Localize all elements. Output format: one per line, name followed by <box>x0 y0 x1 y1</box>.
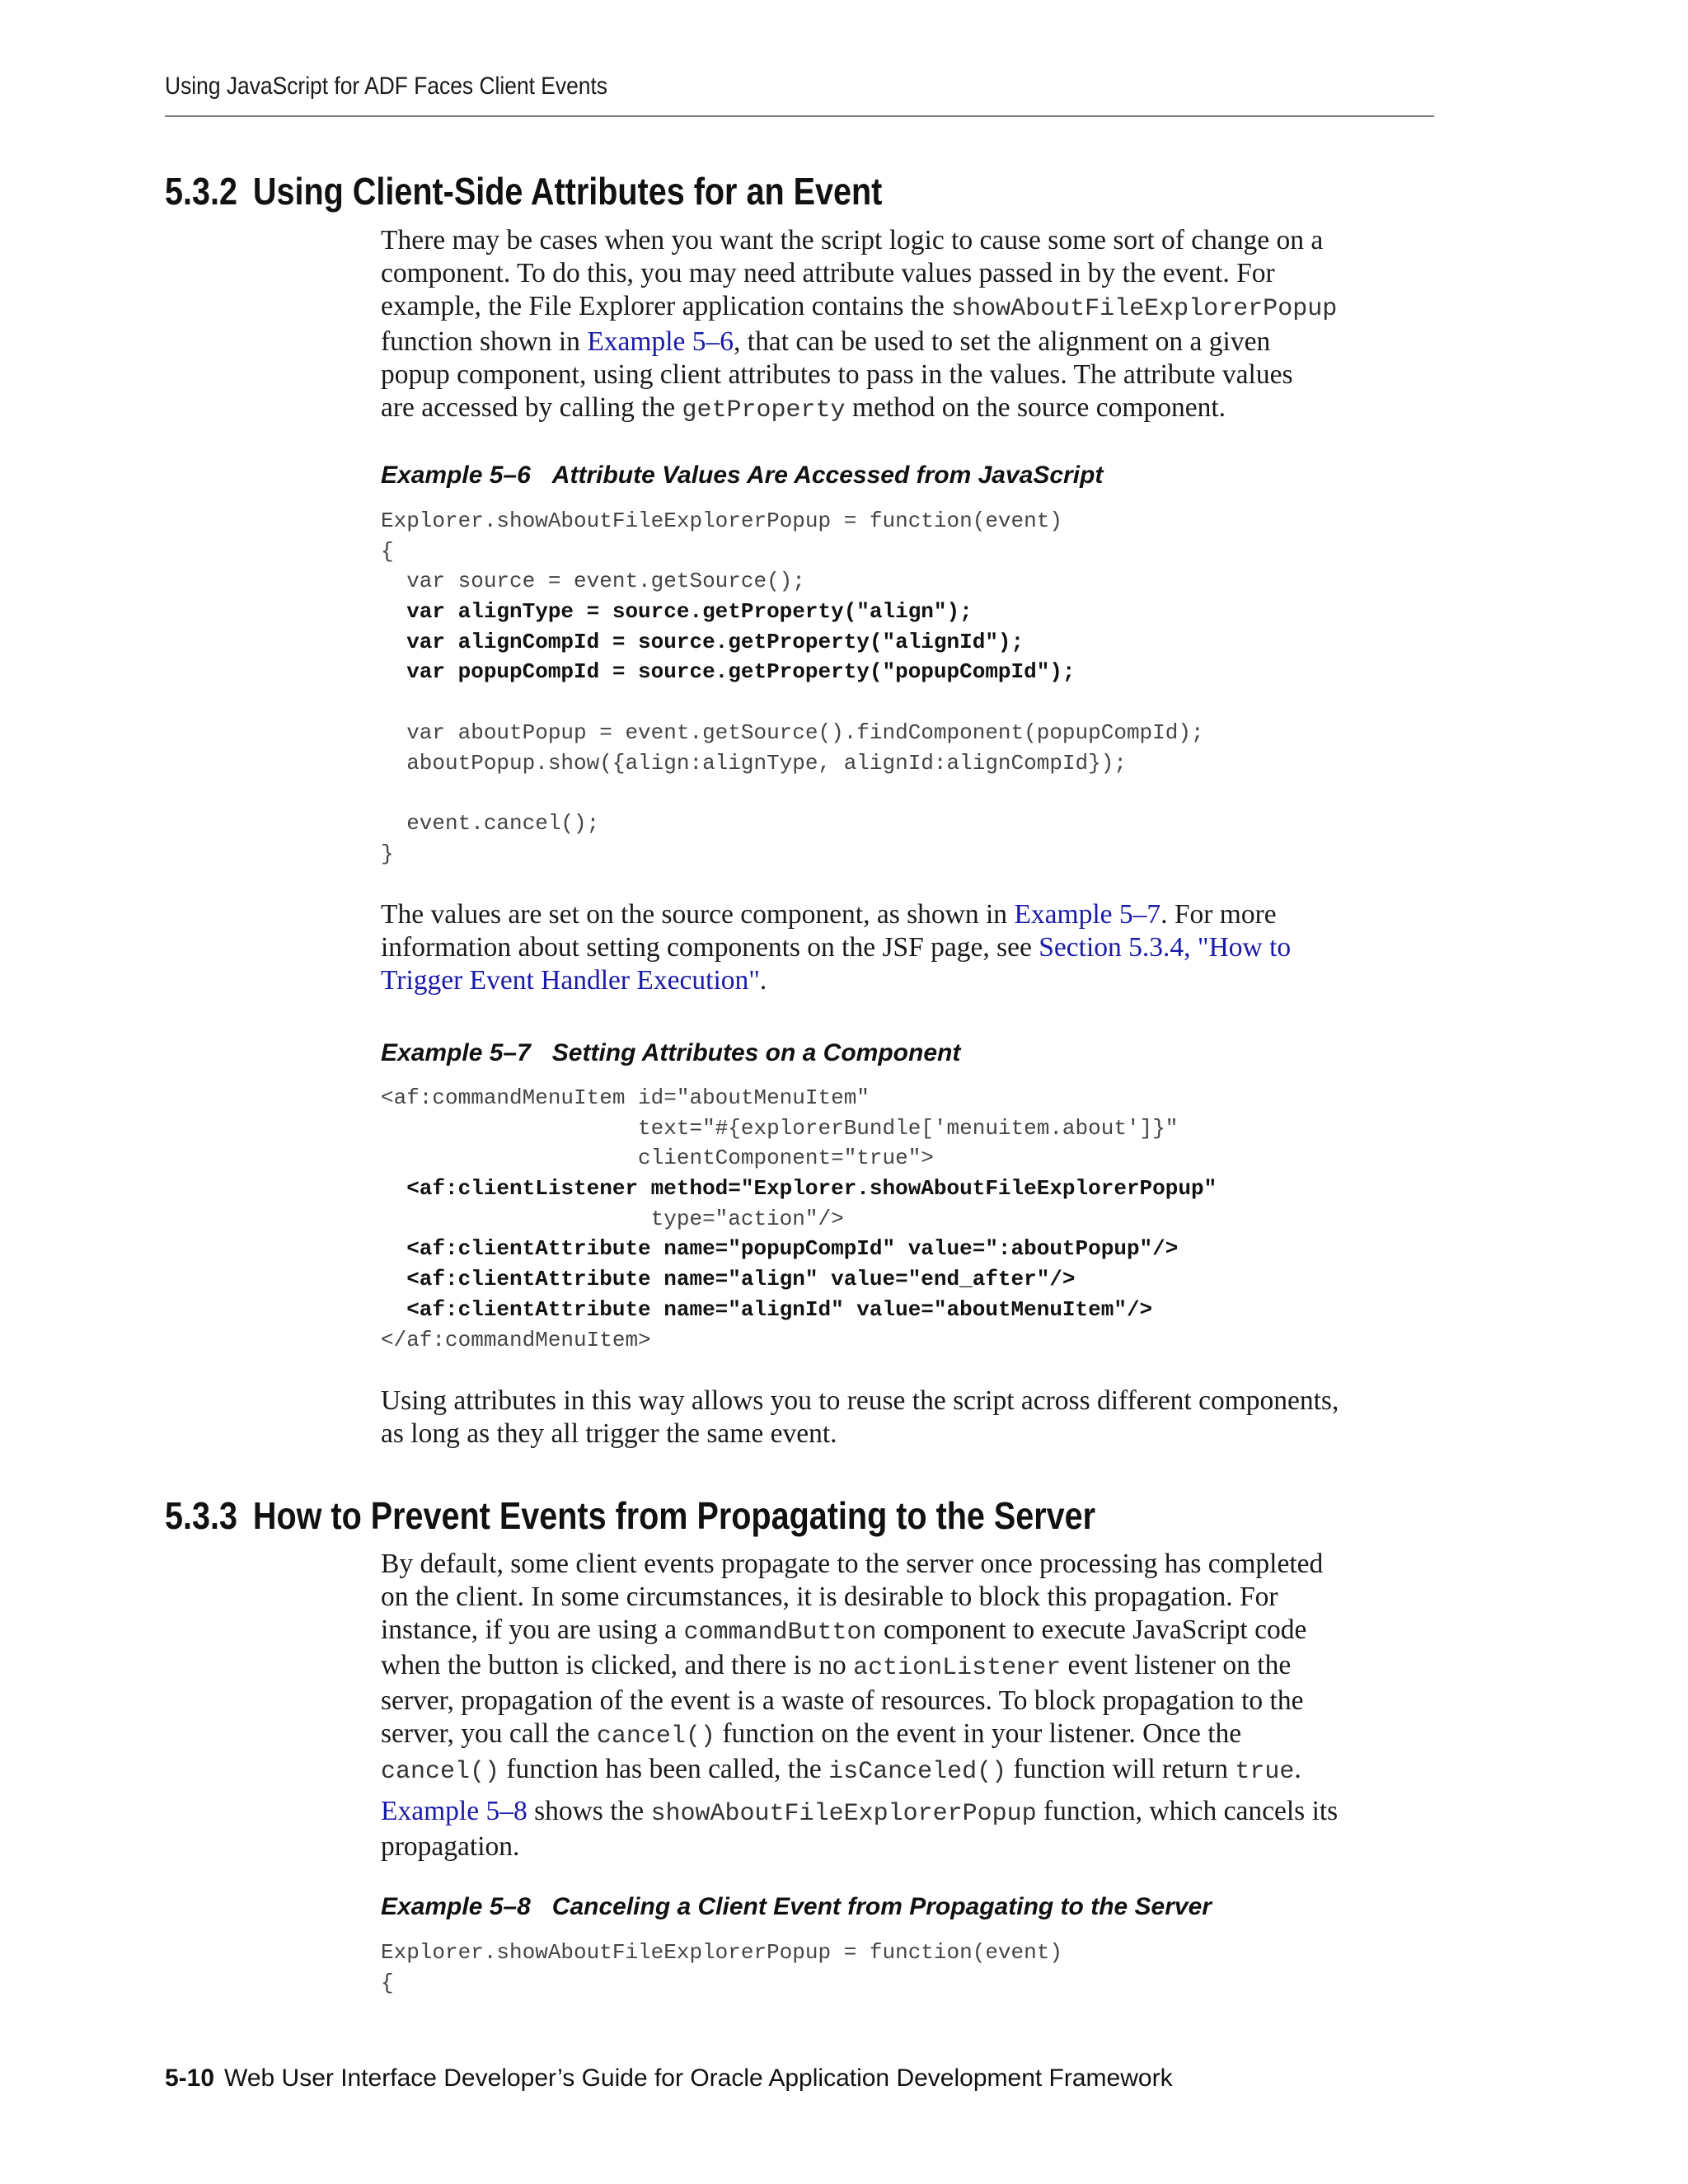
text-line: on the client. In some circumstances, it is desirable to block this propagation. For <box>381 1582 1278 1612</box>
code-line: Explorer.showAboutFileExplorerPopup = function(event) <box>381 509 1062 533</box>
code-line: var popupCompId = source.getProperty("popupCompId"); <box>381 659 1076 685</box>
code-line <box>381 687 1204 718</box>
paragraph-reuse-script <box>381 1385 1444 1451</box>
inline-code: cancel() <box>596 1722 715 1750</box>
text-line <box>381 1795 1444 1830</box>
text-run: function, which cancels its <box>1036 1796 1339 1826</box>
text-line: as long as they all trigger the same event. <box>381 1418 837 1449</box>
text-run: . For more <box>1160 899 1277 930</box>
example-label: Example 5–8 <box>381 1893 531 1920</box>
text-run: function has been called, the <box>499 1754 829 1784</box>
code-line: <af:clientAttribute name="align" value="end_after"/> <box>381 1267 1076 1292</box>
text-line: Using attributes in this way allows you to reuse the script across different components, <box>381 1385 1339 1416</box>
text-line <box>381 964 1444 997</box>
code-line: clientComponent="true"> <box>381 1146 934 1171</box>
code-line: var alignCompId = source.getProperty("alignId"); <box>381 629 1025 654</box>
text-run: . <box>1294 1754 1301 1784</box>
text-line <box>381 1614 1444 1649</box>
code-line: var alignType = source.getProperty("align"); <box>381 599 973 625</box>
text-run: The values are set on the source component, as shown in <box>381 899 1015 930</box>
code-line: type="action"/> <box>381 1206 844 1231</box>
code-line <box>381 778 1204 808</box>
example-caption-5-7 <box>381 1039 960 1067</box>
inline-code: showAboutFileExplorerPopup <box>650 1800 1037 1828</box>
code-line: Explorer.showAboutFileExplorerPopup = function(event) <box>381 1940 1062 1965</box>
code-line: <af:clientAttribute name="popupCompId" value=":aboutPopup"/> <box>381 1236 1179 1262</box>
section-heading-5-3-3 <box>165 1493 1095 1538</box>
book-title: Web User Interface Developer’s Guide for Oracle Application Development Framework <box>224 2064 1173 2092</box>
text-run: example, the File Explorer application contains the <box>381 291 952 321</box>
text-run: function will return <box>1006 1754 1236 1784</box>
text-line <box>381 1649 1444 1685</box>
code-line: { <box>381 538 394 564</box>
section-number: 5.3.3 <box>165 1494 237 1537</box>
inline-code: true <box>1235 1758 1295 1786</box>
inline-code: showAboutFileExplorerPopup <box>951 295 1338 323</box>
text-line <box>381 391 1444 427</box>
inline-code: cancel() <box>381 1758 500 1786</box>
page-footer <box>165 2064 1173 2093</box>
code-line: var aboutPopup = event.getSource().findComponent(popupCompId); <box>381 719 1204 745</box>
text-line <box>381 1718 1444 1753</box>
example-label: Example 5–7 <box>381 1039 531 1066</box>
code-line: </af:commandMenuItem> <box>381 1327 651 1352</box>
text-run: instance, if you are using a <box>381 1615 684 1645</box>
code-line: { <box>381 1970 394 1995</box>
link-section-5-3-4-continued[interactable]: Trigger Event Handler Execution" <box>381 965 760 996</box>
example-label: Example 5–6 <box>381 462 531 489</box>
text-run: event listener on the <box>1061 1650 1292 1680</box>
paragraph-client-attributes-intro <box>381 224 1444 427</box>
inline-code: commandButton <box>683 1619 877 1647</box>
code-line: } <box>381 841 394 866</box>
text-run: when the button is clicked, and there is no <box>381 1650 854 1680</box>
code-line: aboutPopup.show({align:alignType, alignId:alignCompId}); <box>381 750 1127 776</box>
text-run: method on the source component. <box>845 392 1226 423</box>
text-line: By default, some client events propagate to the server once processing has completed <box>381 1549 1324 1579</box>
code-block-example-5-8 <box>381 1938 1062 1998</box>
text-line <box>381 931 1444 964</box>
text-line: propagation. <box>381 1831 520 1862</box>
text-run: are accessed by calling the <box>381 392 682 423</box>
text-run: server, you call the <box>381 1718 597 1749</box>
link-example-5-6[interactable]: Example 5–6 <box>587 326 734 357</box>
code-line: <af:clientAttribute name="alignId" value="aboutMenuItem"/> <box>381 1296 1153 1322</box>
text-line <box>381 1753 1444 1788</box>
link-example-5-7[interactable]: Example 5–7 <box>1014 899 1161 930</box>
text-run: component to execute JavaScript code <box>876 1615 1307 1645</box>
text-line: server, propagation of the event is a waste of resources. To block propagation to the <box>381 1685 1304 1716</box>
example-title: Setting Attributes on a Component <box>551 1039 961 1066</box>
paragraph-example-5-8-intro <box>381 1795 1444 1863</box>
section-heading-5-3-2 <box>165 169 882 213</box>
link-example-5-8[interactable]: Example 5–8 <box>381 1796 528 1826</box>
running-header: Using JavaScript for ADF Faces Client Events <box>165 73 608 100</box>
section-title: Using Client-Side Attributes for an Event <box>252 170 883 213</box>
text-run: shows the <box>527 1796 651 1826</box>
text-line: component. To do this, you may need attribute values passed in by the event. For <box>381 258 1275 288</box>
text-run: information about setting components on the JSF page, see <box>381 932 1039 963</box>
example-title: Attribute Values Are Accessed from JavaScript <box>551 462 1104 489</box>
page-number: 5-10 <box>165 2064 215 2092</box>
example-title: Canceling a Client Event from Propagating to the Server <box>551 1893 1212 1920</box>
section-title: How to Prevent Events from Propagating to the Server <box>252 1494 1096 1537</box>
text-line <box>381 290 1444 326</box>
example-caption-5-8 <box>381 1893 1212 1921</box>
inline-code: getProperty <box>682 396 846 424</box>
text-line: popup component, using client attributes to pass in the values. The attribute values <box>381 359 1293 390</box>
inline-code: actionListener <box>853 1654 1062 1682</box>
code-line: <af:clientListener method="Explorer.showAboutFileExplorerPopup" <box>381 1176 1217 1202</box>
link-section-5-3-4[interactable]: Section 5.3.4, "How to <box>1039 932 1292 963</box>
text-run: function on the event in your listener. Once the <box>715 1718 1242 1749</box>
code-line: text="#{explorerBundle['menuitem.about']}" <box>381 1115 1179 1141</box>
inline-code: isCanceled() <box>828 1758 1007 1786</box>
code-block-example-5-6 <box>381 506 1204 869</box>
text-run: , that can be used to set the alignment on a given <box>734 326 1271 357</box>
text-run: . <box>759 965 767 996</box>
paragraph-prevent-propagation <box>381 1548 1444 1788</box>
text-line: There may be cases when you want the script logic to cause some sort of change on a <box>381 225 1324 255</box>
example-caption-5-6 <box>381 462 1103 490</box>
code-line: event.cancel(); <box>381 810 600 836</box>
text-line <box>381 326 1444 359</box>
text-run: function shown in <box>381 326 588 357</box>
code-block-example-5-7 <box>381 1083 1217 1355</box>
paragraph-values-set <box>381 898 1444 997</box>
code-line: var source = event.getSource(); <box>381 569 805 594</box>
section-number: 5.3.2 <box>165 170 237 213</box>
text-line <box>381 898 1444 931</box>
header-divider <box>165 115 1434 117</box>
code-line: <af:commandMenuItem id="aboutMenuItem" <box>381 1085 870 1110</box>
